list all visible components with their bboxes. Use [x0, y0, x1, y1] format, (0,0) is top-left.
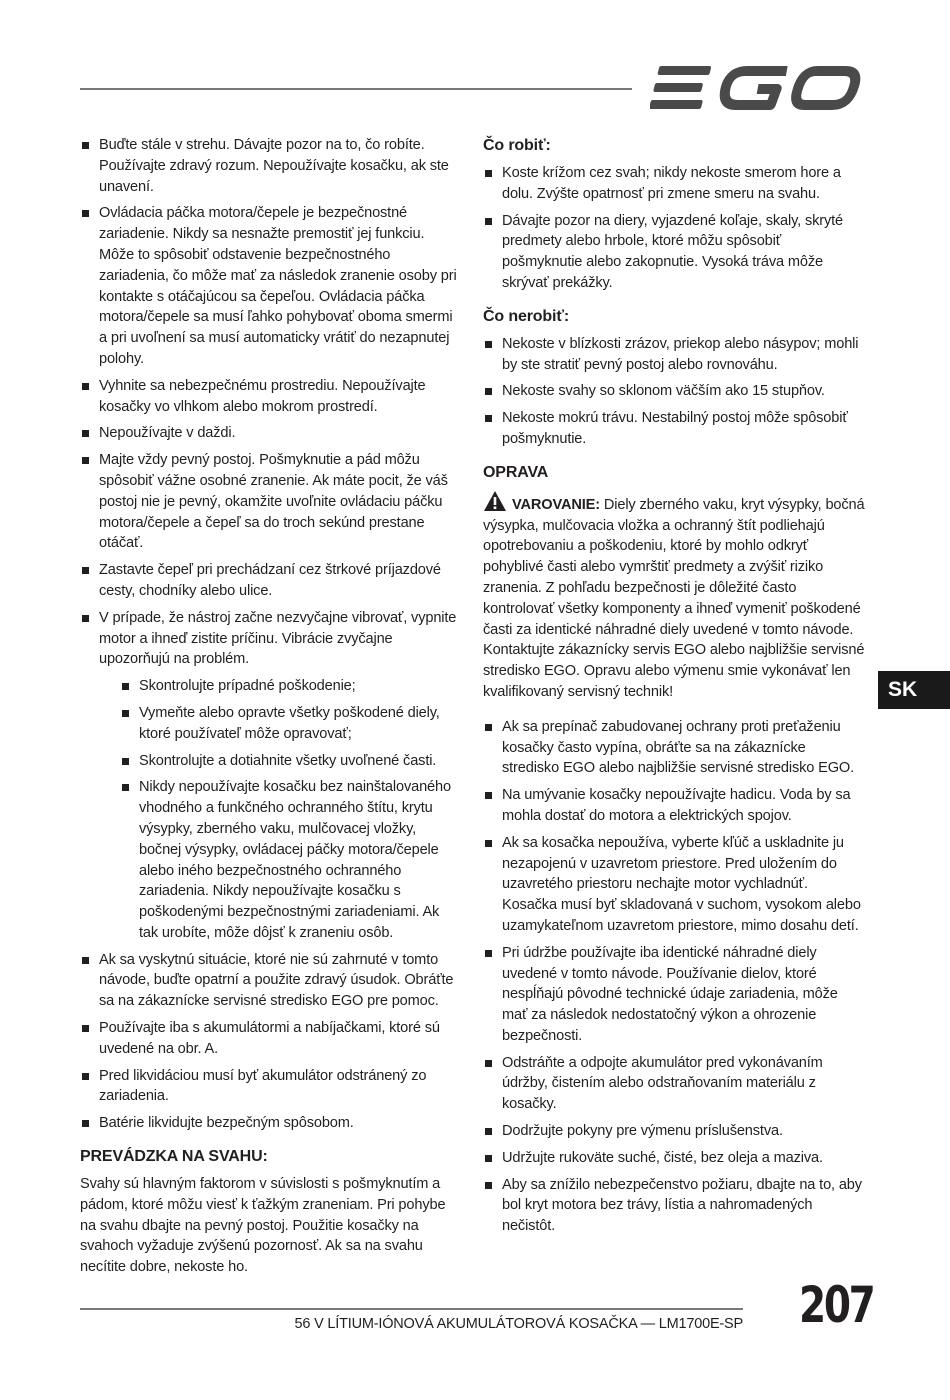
- sub-list-item: Skontrolujte prípadné poškodenie;: [120, 676, 460, 697]
- sub-list-item: Nikdy nepoužívajte kosačku bez nainštalovaného vhodného a funkčného ochranného štítu, krytu výsypky, zberného vaku, mulčovacej vložky, bočnej výsypky, ovládacej páčky motora/čepele alebo iného bezpečnostného ochranného zariadenia. Nikdy nepoužívajte kosačku s poškodenými bezpečnostnými zariadeniami. Ak tak urobíte, môže dôjsť k zraneniu osôb.: [120, 777, 460, 943]
- list-item: Nekoste v blízkosti zrázov, priekop alebo násypov; mohli by ste stratiť pevný postoj alebo rovnováhu.: [483, 334, 865, 376]
- list-item: Ak sa vyskytnú situácie, ktoré nie sú zahrnuté v tomto návode, buďte opatrní a použite zdravý úsudok. Obráťte sa na zákaznícke servisné stredisko EGO pre pomoc.: [80, 950, 460, 1012]
- list-item: Koste krížom cez svah; nikdy nekoste smerom hore a dolu. Zvýšte opatrnosť pri zmene smeru na svahu.: [483, 163, 865, 205]
- ego-logo: [650, 64, 862, 112]
- list-item: Nekoste mokrú trávu. Nestabilný postoj môže spôsobiť pošmyknutie.: [483, 408, 865, 450]
- left-column: [80, 135, 460, 1284]
- section-heading-dont: Čo nerobiť:: [483, 307, 570, 325]
- repair-list: [483, 717, 865, 1237]
- list-item: Zastavte čepeľ pri prechádzaní cez štrkové príjazdové cesty, chodníky alebo ulice.: [80, 560, 460, 602]
- list-item: Na umývanie kosačky nepoužívajte hadicu. Voda by sa mohla dostať do motora a elektrických spojov.: [483, 785, 865, 827]
- footer-rule: [80, 1308, 743, 1310]
- do-list: [483, 163, 865, 294]
- list-item: Majte vždy pevný postoj. Pošmyknutie a pád môžu spôsobiť vážne osobné zranenie. Ak máte pocit, že váš postoj nie je pevný, okamžite uvoľnite ovládaciu páčku motora/čepele a čepeľ sa do troch sekúnd prestane otáčať.: [80, 450, 460, 554]
- list-item: Používajte iba s akumulátormi a nabíjačkami, ktoré sú uvedené na obr. A.: [80, 1018, 460, 1060]
- list-item: Udržujte rukoväte suché, čisté, bez oleja a maziva.: [483, 1148, 865, 1169]
- list-item: Dodržujte pokyny pre výmenu príslušenstva.: [483, 1121, 865, 1142]
- list-item: [80, 608, 460, 944]
- list-item-text: V prípade, že nástroj začne nezvyčajne vibrovať, vypnite motor a ihneď zistite príčinu. Vibrácie zvyčajne upozorňujú na problém.: [99, 609, 457, 668]
- safety-list: [80, 135, 460, 1134]
- list-item: Batérie likvidujte bezpečným spôsobom.: [80, 1113, 460, 1134]
- sub-list: [120, 676, 460, 944]
- section-heading-slope: PREVÁDZKA NA SVAHU:: [80, 1148, 268, 1166]
- slope-paragraph: Svahy sú hlavným faktorom v súvislosti s pošmyknutím a pádom, ktoré môžu viesť k ťažkým zraneniam. Pri pohybe na svahu dbajte na pevný postoj. Použitie kosačky na svahoch vyžaduje zvýšenú pozornosť. Ak sa na svahu necítite dobre, nekoste ho.: [80, 1176, 446, 1276]
- list-item: Dávajte pozor na diery, vyjazdené koľaje, skaly, skryté predmety alebo hrbole, ktoré môžu spôsobiť pošmyknutie alebo zakopnutie. Vysoká tráva môže skrývať prekážky.: [483, 211, 865, 294]
- warning-label: VAROVANIE:: [512, 496, 600, 513]
- sub-list-item: Skontrolujte a dotiahnite všetky uvoľnené časti.: [120, 751, 460, 772]
- dont-list: [483, 334, 865, 450]
- list-item: Nekoste svahy so sklonom väčším ako 15 stupňov.: [483, 381, 865, 402]
- section-heading-do: Čo robiť:: [483, 137, 551, 154]
- right-column: [483, 135, 865, 1243]
- list-item: Pri údržbe používajte iba identické náhradné diely uvedené v tomto návode. Používanie dielov, ktoré nespĺňajú pôvodné technické údaje zariadenia, môže mať za následok nedostatočný výkon a ohrozenie bezpečnosti.: [483, 943, 865, 1047]
- list-item: Vyhnite sa nebezpečnému prostrediu. Nepoužívajte kosačky vo vlhkom alebo mokrom prostredí.: [80, 376, 460, 418]
- language-tab: SK: [878, 671, 950, 709]
- list-item: Pred likvidáciou musí byť akumulátor odstránený zo zariadenia.: [80, 1066, 460, 1108]
- sub-list-item: Vymeňte alebo opravte všetky poškodené diely, ktoré používateľ môže opravovať;: [120, 703, 460, 745]
- list-item: Ak sa kosačka nepoužíva, vyberte kľúč a uskladnite ju nezapojenú v uzavretom priestore. Pred uložením do uzavretého priestoru nechajte motor vychladnúť. Kosačka musí byť skladovaná v suchom, vysokom alebo uzamykateľnom uzavretom priestore, mimo dosahu detí.: [483, 833, 865, 937]
- list-item: Ak sa prepínač zabudovanej ochrany proti preťaženiu kosačky často vypína, obráťte sa na zákaznícke stredisko EGO alebo najbližšie servisné stredisko EGO.: [483, 717, 865, 779]
- list-item: Ovládacia páčka motora/čepele je bezpečnostné zariadenie. Nikdy sa nesnažte premostiť jej funkciu. Môže to spôsobiť odstavenie bezpečnostného zariadenia, čo môže mať za následok zranenie osoby pri kontakte s otáčajúcou sa čepeľou. Ovládacia páčka motora/čepele sa musí ľahko pohybovať oboma smermi a pri uvoľnení sa musí automaticky vrátiť do nezapnutej polohy.: [80, 203, 460, 369]
- list-item: Aby sa znížilo nebezpečenstvo požiaru, dbajte na to, aby bol kryt motora bez trávy, lístia a nahromadených nečistôt.: [483, 1175, 865, 1237]
- list-item: Buďte stále v strehu. Dávajte pozor na to, čo robíte. Používajte zdravý rozum. Nepoužívajte kosačku, ak ste unavení.: [80, 135, 460, 197]
- page-number: 207: [799, 1276, 874, 1334]
- list-item: Nepoužívajte v daždi.: [80, 423, 460, 444]
- warning-paragraph: [483, 490, 865, 703]
- list-item: Odstráňte a odpojte akumulátor pred vykonávaním údržby, čistením alebo odstraňovaním materiálu z kosačky.: [483, 1053, 865, 1115]
- section-heading-repair: OPRAVA: [483, 463, 549, 481]
- warning-triangle-icon: [483, 490, 507, 512]
- footer-title: 56 V LÍTIUM-IÓNOVÁ AKUMULÁTOROVÁ KOSAČKA — LM1700E-SP: [294, 1316, 743, 1332]
- warning-text: Diely zberného vaku, kryt výsypky, bočná výsypka, mulčovacia vložka a ochranný štít podliehajú opotrebovaniu a poškodeniu, ktoré by mohlo odkryť pohyblivé časti alebo vymrštiť predmety a zvýšiť riziko zranenia. Z pohľadu bezpečnosti je dôležité často kontrolovať všetky komponenty a ihneď vymeniť poškodené časti za identické náhradné diely uvedené v tomto návode. Kontaktujte zákaznícky servis EGO alebo najbližšie servisné stredisko EGO. Opravu alebo výmenu smie vykonávať len kvalifikovaný servisný technik!: [483, 496, 865, 700]
- header-rule: [80, 88, 632, 90]
